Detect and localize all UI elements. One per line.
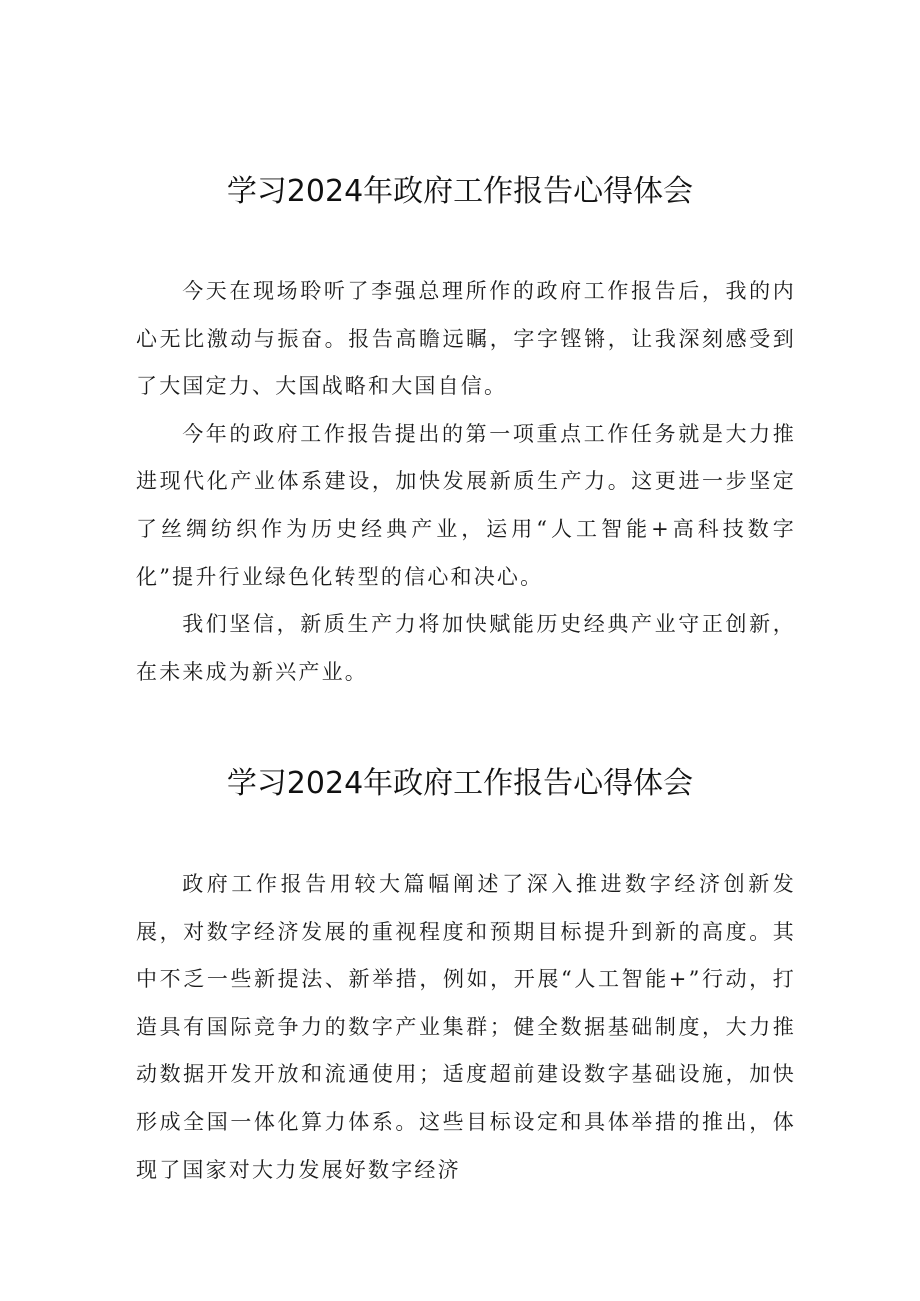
section-1-body [136, 268, 796, 696]
section-1-paragraph-1: 今天在现场聆听了李强总理所作的政府工作报告后，我的内心无比激动与振奋。报告高瞻远瞩，字字铿锵，让我深刻感受到了大国定力、大国战略和大国自信。 [136, 279, 796, 399]
section-2-body [136, 861, 796, 1194]
section-2-paragraph-1: 政府工作报告用较大篇幅阐述了深入推进数字经济创新发展，对数字经济发展的重视程度和预期目标提升到新的高度。其中不乏一些新提法、新举措，例如，开展“人工智能+”行动，打造具有国际竞争力的数字产业集群；健全数据基础制度，大力推动数据开发开放和流通使用；适度超前建设数字基础设施，加快形成全国一体化算力体系。这些目标设定和具体举措的推出，体现了国家对大力发展好数字经济 [136, 872, 796, 1182]
section-1-paragraph-3: 我们坚信，新质生产力将加快赋能历史经典产业守正创新，在未来成为新兴产业。 [136, 612, 796, 684]
section-1-title: 学习2024年政府工作报告心得体会 [226, 174, 694, 209]
section-1-paragraph-2: 今年的政府工作报告提出的第一项重点工作任务就是大力推进现代化产业体系建设，加快发展新质生产力。这更进一步坚定了丝绸纺织作为历史经典产业，运用“人工智能+高科技数字化”提升行业绿色化转型的信心和决心。 [136, 421, 796, 589]
section-2-title: 学习2024年政府工作报告心得体会 [226, 766, 694, 801]
